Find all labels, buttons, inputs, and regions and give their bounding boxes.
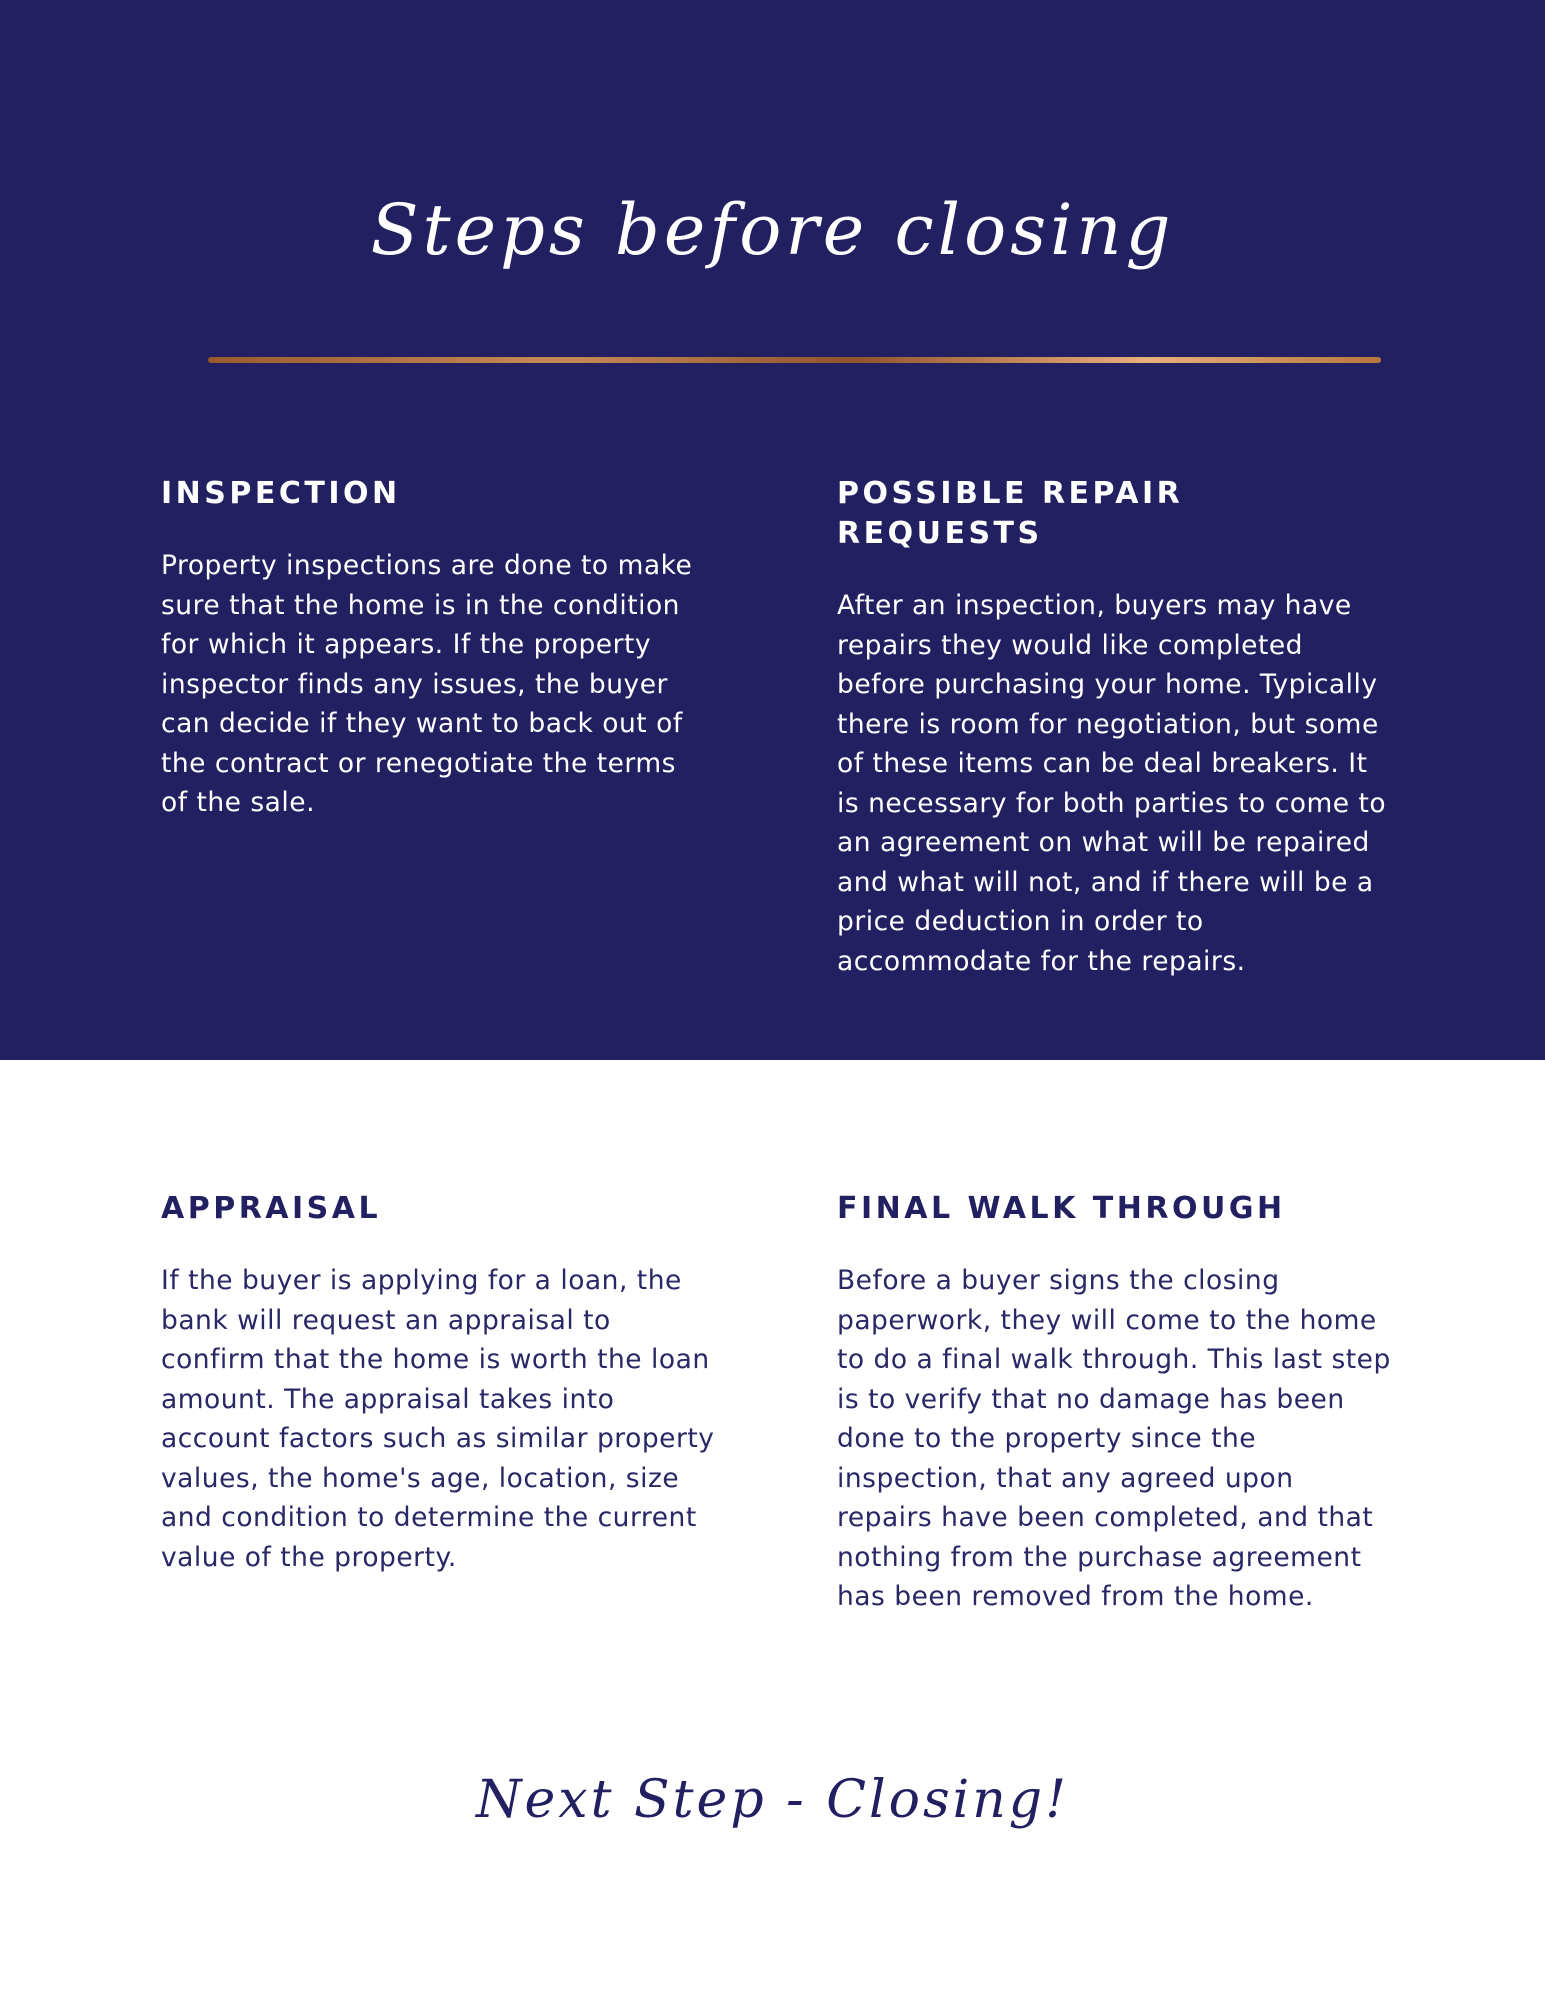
section-appraisal bbox=[161, 1189, 721, 1577]
section-heading-inspection: INSPECTION bbox=[161, 476, 401, 511]
next-step-note: Next Step - Closing! bbox=[476, 1770, 1069, 1830]
section-heading-final-walk-through: FINAL WALK THROUGH bbox=[837, 1191, 1286, 1226]
section-body-inspection: Property inspections are done to make sure that the home is in the condition for which it appears. If the property inspector finds any issues, the buyer can decide if they want to back out of the contract or renegotiate the terms of the sale. bbox=[161, 550, 693, 818]
page-title: Steps before closing bbox=[370, 189, 1175, 271]
section-repair-requests bbox=[837, 474, 1397, 981]
copper-divider bbox=[208, 357, 1381, 363]
section-body-final-walk-through: Before a buyer signs the closing paperwork, they will come to the home to do a final walk through. This last step is to verify that no damage has been done to the property since the inspection, that any agreed upon repairs have been completed, and that nothing from the purchase agreement has been removed from the home. bbox=[837, 1265, 1391, 1612]
section-body-appraisal: If the buyer is applying for a loan, the bank will request an appraisal to confirm that the home is worth the loan amount. The appraisal takes into account factors such as similar property values, the home's age, location, size and condition to determine the current value of the property. bbox=[161, 1265, 715, 1573]
section-final-walk-through bbox=[837, 1189, 1397, 1617]
section-heading-repair-requests: POSSIBLE REPAIR REQUESTS bbox=[837, 476, 1184, 551]
section-body-repair-requests: After an inspection, buyers may have repairs they would like completed before purchasing your home. Typically there is room for negotiation, but some of these items can be deal breakers. It is necessary for both parties to come to an agreement on what will be repaired and what will not, and if there will be a price deduction in order to accommodate for the repairs. bbox=[837, 590, 1387, 977]
section-inspection bbox=[161, 474, 701, 823]
section-heading-appraisal: APPRAISAL bbox=[161, 1191, 382, 1226]
